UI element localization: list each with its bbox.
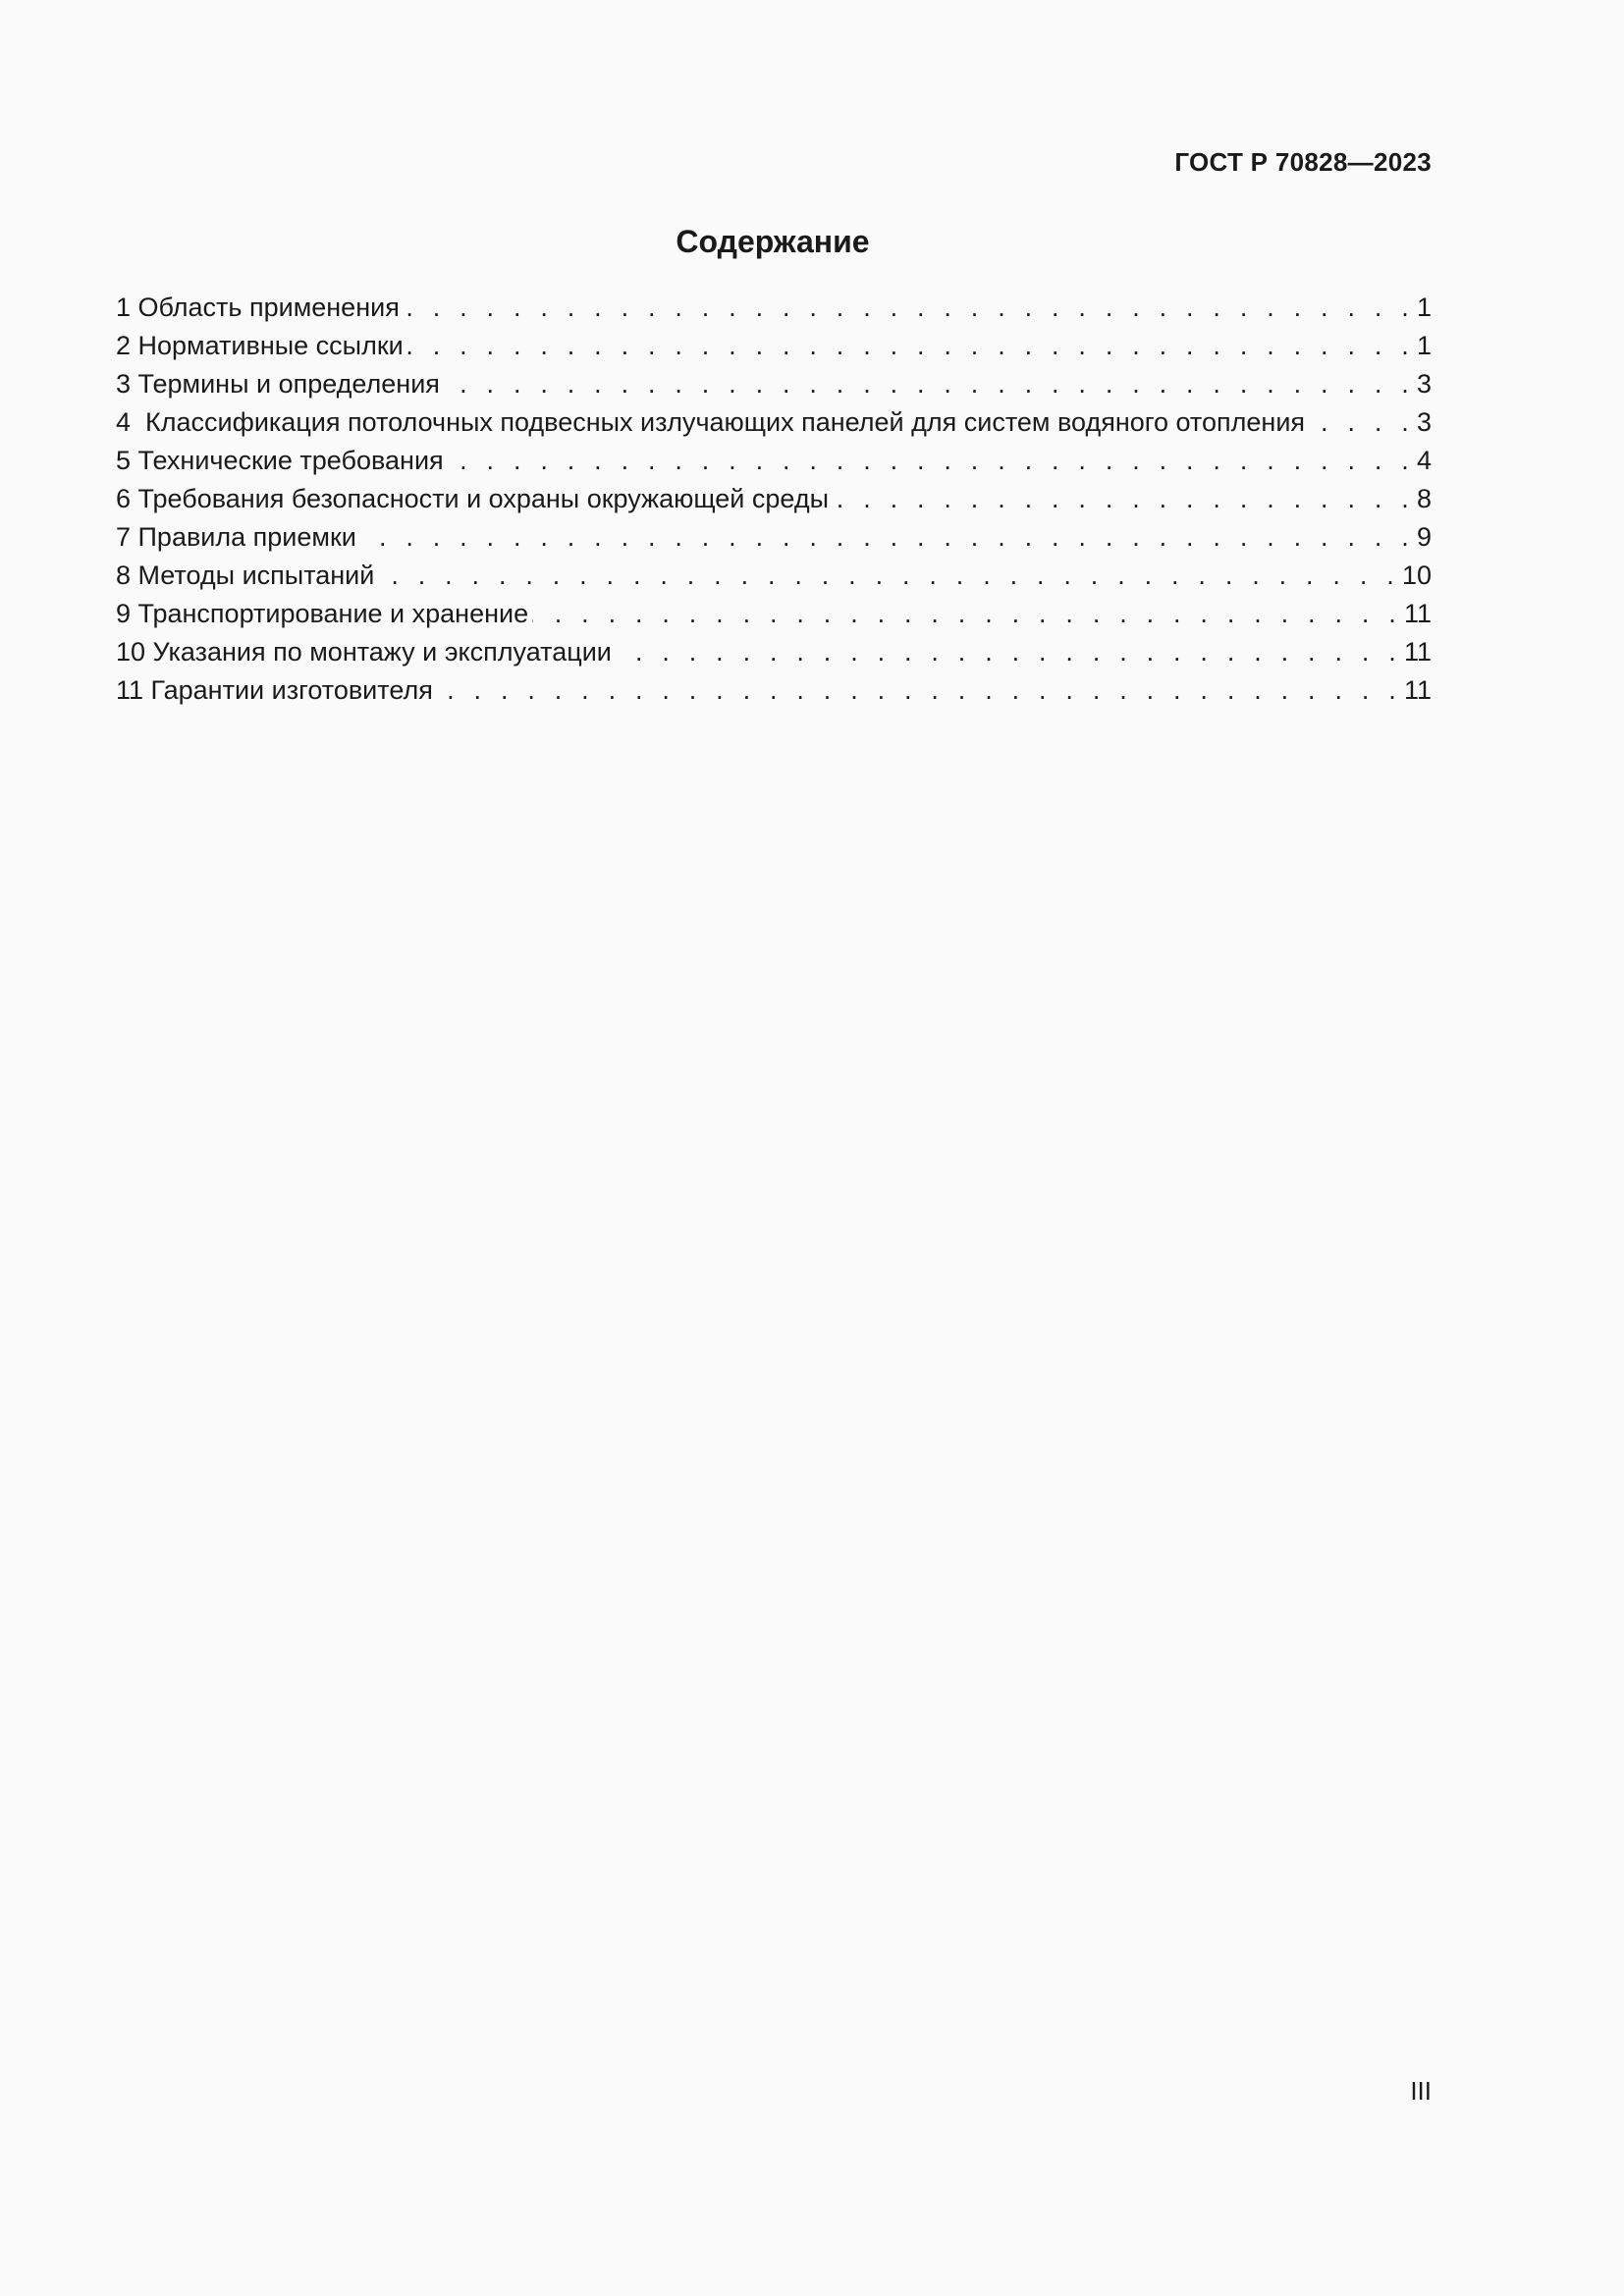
toc-entry-label: 3 Термины и определения: [116, 369, 440, 399]
toc-entry-label: 9 Транспортирование и хранение: [116, 599, 529, 628]
toc-entry[interactable]: [116, 671, 1432, 710]
toc-entry[interactable]: [116, 633, 1432, 671]
toc-entry-label: 7 Правила приемки: [116, 522, 356, 552]
toc-leader-dots: [444, 365, 1415, 403]
toc-entry-label: 2 Нормативные ссылки: [116, 331, 404, 360]
toc-entry-label: 8 Методы испытаний: [116, 561, 375, 590]
toc-entry[interactable]: [116, 595, 1432, 633]
toc-leader-dots: [360, 518, 1415, 557]
toc-leader-dots: [378, 557, 1400, 595]
table-of-contents: [116, 289, 1432, 710]
document-designation: ГОСТ Р 70828—2023: [1174, 147, 1432, 177]
toc-entry-page: 11: [1403, 675, 1432, 705]
toc-entry-page: 9: [1416, 522, 1432, 552]
toc-leader-dots: [448, 442, 1415, 480]
toc-entry-label: 6 Требования безопасности и охраны окружающей среды: [116, 484, 829, 513]
toc-leader-dots: [404, 289, 1415, 327]
toc-entry[interactable]: [116, 365, 1432, 403]
toc-entry[interactable]: [116, 557, 1432, 595]
toc-entry[interactable]: [116, 289, 1432, 327]
toc-entry-label: 11 Гарантии изготовителя: [116, 675, 433, 705]
toc-entry[interactable]: [116, 442, 1432, 480]
toc-entry-page: 3: [1416, 369, 1432, 399]
toc-leader-dots: [437, 671, 1402, 710]
toc-entry-page: 3: [1416, 407, 1432, 437]
toc-entry-page: 1: [1416, 293, 1432, 322]
toc-leader-dots: [532, 595, 1402, 633]
toc-entry[interactable]: [116, 403, 1432, 442]
toc-entry-label: 4 Классификация потолочных подвесных излучающих панелей для систем водяного отопления: [116, 407, 1306, 437]
toc-entry-page: 4: [1416, 446, 1432, 475]
toc-entry-page: 11: [1403, 637, 1432, 667]
toc-entry[interactable]: [116, 480, 1432, 518]
toc-entry-label: 5 Технические требования: [116, 446, 444, 475]
toc-entry-page: 8: [1416, 484, 1432, 513]
toc-entry-label: 10 Указания по монтажу и эксплуатации: [116, 637, 612, 667]
toc-leader-dots: [616, 633, 1402, 671]
toc-entry-page: 1: [1416, 331, 1432, 360]
toc-leader-dots: [407, 327, 1415, 365]
toc-entry[interactable]: [116, 327, 1432, 365]
toc-leader-dots: [1309, 403, 1415, 442]
toc-title: Содержание: [676, 224, 870, 259]
toc-entry-page: 10: [1401, 561, 1432, 590]
toc-entry-page: 11: [1403, 599, 1432, 628]
toc-leader-dots: [833, 480, 1415, 518]
toc-entry-label: 1 Область применения: [116, 293, 400, 322]
page-number: III: [1410, 2076, 1432, 2106]
toc-entry[interactable]: [116, 518, 1432, 557]
